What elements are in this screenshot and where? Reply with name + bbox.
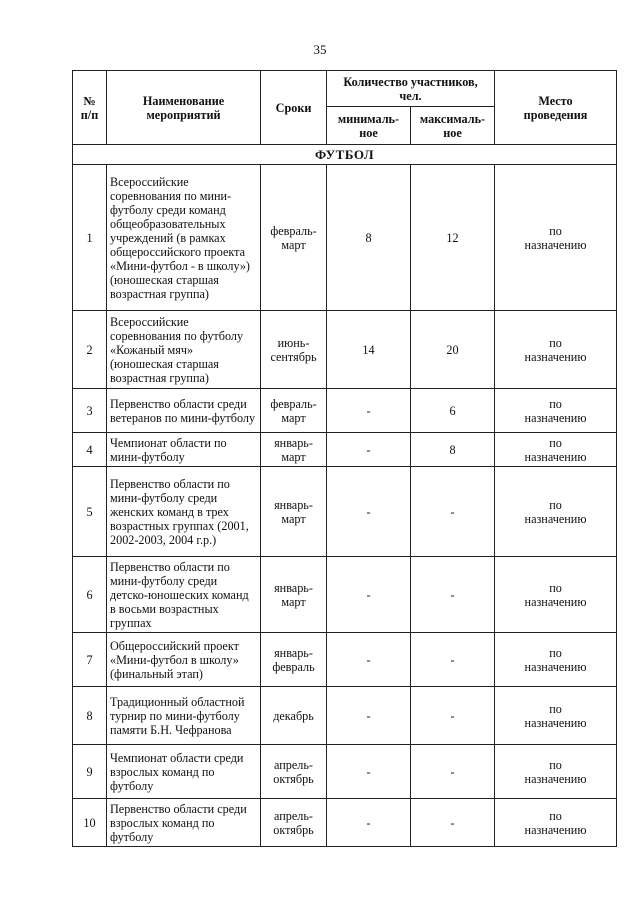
- row-name: Первенство области среди взрослых команд по футболу: [107, 799, 261, 847]
- row-min: -: [327, 745, 411, 799]
- row-dates: февраль- март: [261, 165, 327, 311]
- row-place: по назначению: [495, 165, 617, 311]
- row-num: 7: [73, 633, 107, 687]
- row-max: -: [411, 745, 495, 799]
- row-min: -: [327, 557, 411, 633]
- table-row: [73, 557, 617, 633]
- row-dates: апрель- октябрь: [261, 745, 327, 799]
- row-max: -: [411, 467, 495, 557]
- row-dates: июнь- сентябрь: [261, 311, 327, 389]
- row-max: 20: [411, 311, 495, 389]
- table-row: [73, 799, 617, 847]
- row-dates: январь- февраль: [261, 633, 327, 687]
- page-number: 35: [313, 42, 327, 57]
- table-row: [73, 745, 617, 799]
- table-row: [73, 165, 617, 311]
- row-place: по назначению: [495, 745, 617, 799]
- row-name: Первенство области по мини-футболу среди женских команд в трех возрастных группах (2001, 2002-2003, 2004 г.р.): [107, 467, 261, 557]
- row-num: 9: [73, 745, 107, 799]
- row-num: 4: [73, 433, 107, 467]
- table-row: [73, 311, 617, 389]
- table-row: [73, 687, 617, 745]
- header-place: Место проведения: [495, 71, 617, 145]
- row-name: Общероссийский проект «Мини-футбол в школу» (финальный этап): [107, 633, 261, 687]
- row-num: 3: [73, 389, 107, 433]
- row-max: -: [411, 799, 495, 847]
- row-num: 10: [73, 799, 107, 847]
- header-dates: Сроки: [261, 71, 327, 145]
- header-participants: Количество участников, чел.: [327, 71, 495, 107]
- row-min: 8: [327, 165, 411, 311]
- row-name: Всероссийские соревнования по футболу «Кожаный мяч» (юношеская старшая возрастная группа): [107, 311, 261, 389]
- table-row: [73, 633, 617, 687]
- row-dates: апрель- октябрь: [261, 799, 327, 847]
- row-place: по назначению: [495, 311, 617, 389]
- row-min: -: [327, 467, 411, 557]
- header-min: минималь- ное: [327, 107, 411, 145]
- row-min: -: [327, 389, 411, 433]
- table-row: [73, 389, 617, 433]
- row-place: по назначению: [495, 799, 617, 847]
- row-dates: январь- март: [261, 467, 327, 557]
- row-place: по назначению: [495, 557, 617, 633]
- row-place: по назначению: [495, 467, 617, 557]
- row-num: 6: [73, 557, 107, 633]
- row-num: 5: [73, 467, 107, 557]
- row-min: 14: [327, 311, 411, 389]
- header-num: № п/п: [73, 71, 107, 145]
- row-min: -: [327, 433, 411, 467]
- row-place: по назначению: [495, 389, 617, 433]
- row-name: Всероссийские соревнования по мини-футболу среди команд общеобразовательных учреждений (в рамках общероссийского проекта «Мини-футбол - в школу») (юношеская старшая возрастная группа): [107, 165, 261, 311]
- events-table: [72, 70, 617, 847]
- row-min: -: [327, 799, 411, 847]
- row-dates: январь- март: [261, 433, 327, 467]
- row-num: 2: [73, 311, 107, 389]
- row-max: 8: [411, 433, 495, 467]
- row-name: Чемпионат области по мини-футболу: [107, 433, 261, 467]
- row-place: по назначению: [495, 433, 617, 467]
- row-dates: февраль- март: [261, 389, 327, 433]
- row-num: 1: [73, 165, 107, 311]
- row-max: -: [411, 633, 495, 687]
- row-place: по назначению: [495, 633, 617, 687]
- row-dates: январь- март: [261, 557, 327, 633]
- header-name: Наименование мероприятий: [107, 71, 261, 145]
- table-row: [73, 467, 617, 557]
- row-max: 6: [411, 389, 495, 433]
- row-place: по назначению: [495, 687, 617, 745]
- row-max: -: [411, 687, 495, 745]
- row-name: Первенство области по мини-футболу среди детско-юношеских команд в восьми возрастных группах: [107, 557, 261, 633]
- row-num: 8: [73, 687, 107, 745]
- section-title: ФУТБОЛ: [73, 145, 617, 165]
- row-name: Первенство области среди ветеранов по мини-футболу: [107, 389, 261, 433]
- row-min: -: [327, 687, 411, 745]
- header-max: максималь- ное: [411, 107, 495, 145]
- row-max: -: [411, 557, 495, 633]
- table-row: [73, 433, 617, 467]
- row-min: -: [327, 633, 411, 687]
- row-name: Чемпионат области среди взрослых команд по футболу: [107, 745, 261, 799]
- row-dates: декабрь: [261, 687, 327, 745]
- row-name: Традиционный областной турнир по мини-футболу памяти Б.Н. Чефранова: [107, 687, 261, 745]
- row-max: 12: [411, 165, 495, 311]
